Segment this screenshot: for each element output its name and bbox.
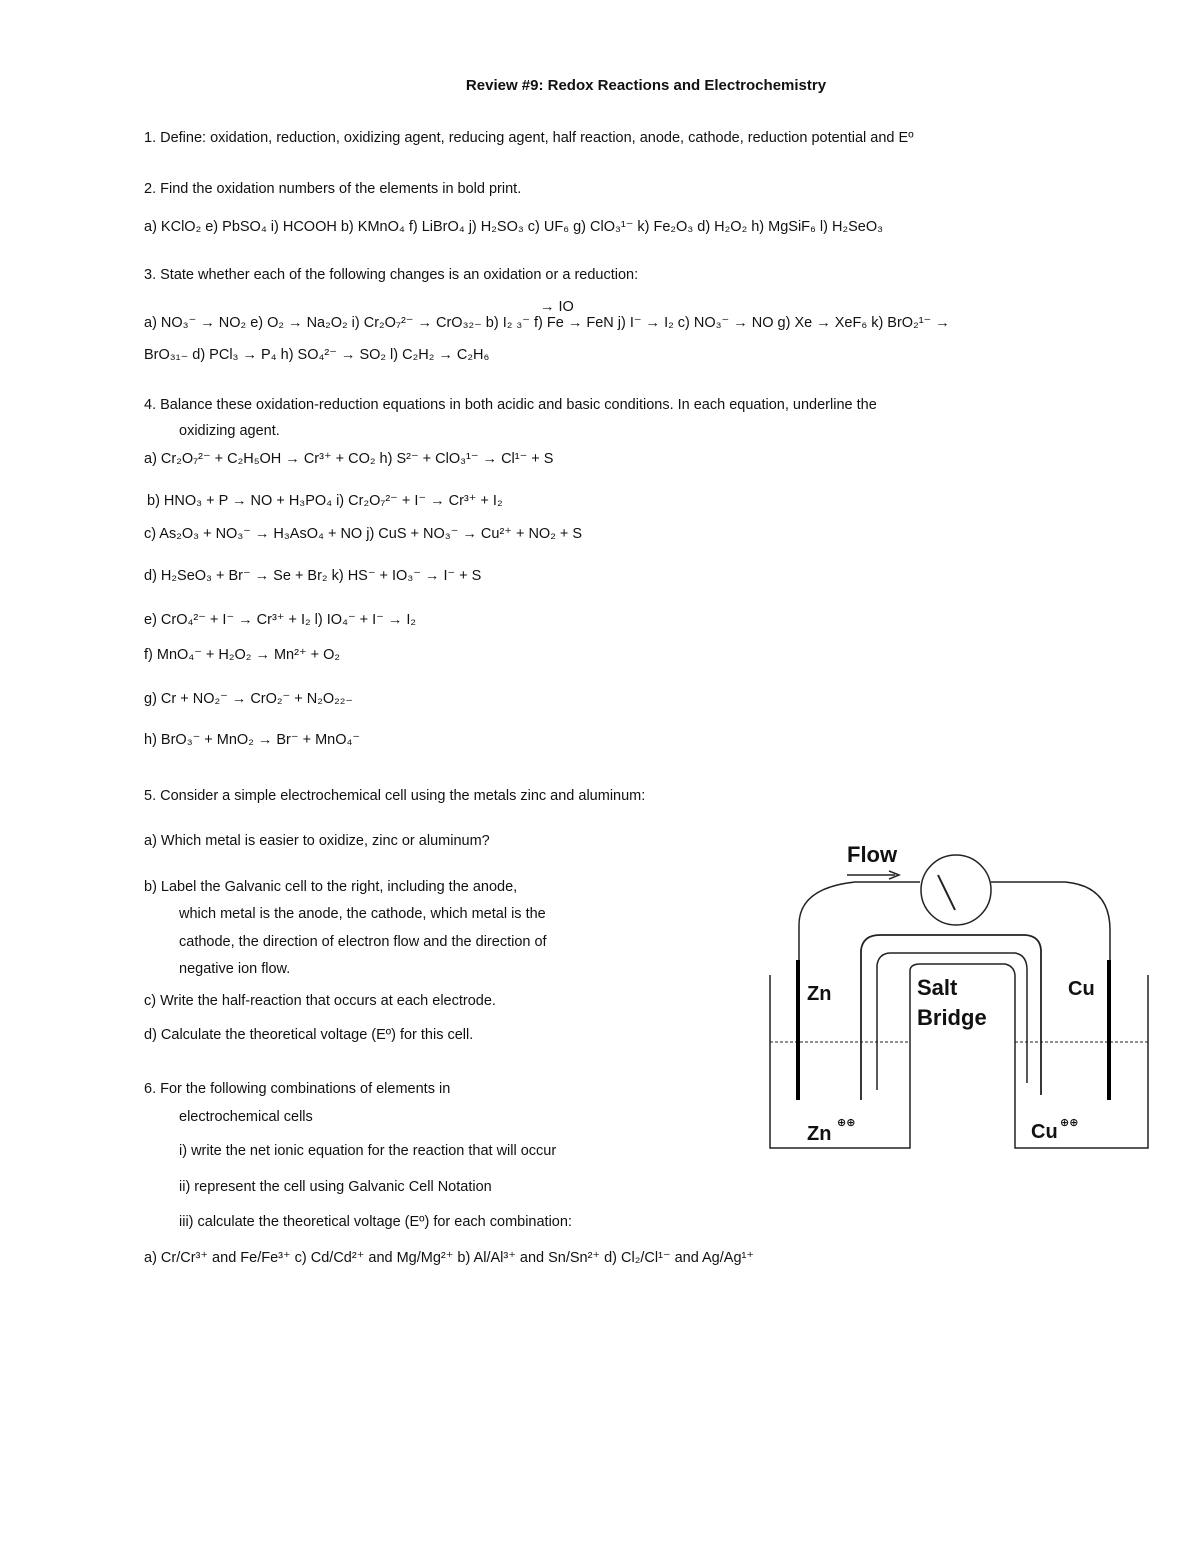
question-1: 1. Define: oxidation, reduction, oxidizing agent, reducing agent, half reaction, anode, cathode, reduction potential and Eº <box>144 130 914 146</box>
question-5b-cont-1: which metal is the anode, the cathode, which metal is the <box>179 906 546 922</box>
zn-ion-label: Zn <box>807 1123 832 1145</box>
cu-ion-label: Cu <box>1031 1121 1058 1143</box>
equation-e: e) CrO₄²⁻ + I⁻ → Cr³⁺ + I₂ l) IO₄⁻ + I⁻ → I₂ <box>144 612 417 628</box>
zn-electrode-label: Zn <box>807 983 832 1005</box>
cu-ion-charge: ⊕⊕ <box>1060 1117 1079 1129</box>
question-6-iii: iii) calculate the theoretical voltage (Eº) for each combination: <box>179 1214 572 1230</box>
question-5c: c) Write the half-reaction that occurs at each electrode. <box>144 993 496 1009</box>
question-2-prompt: 2. Find the oxidation numbers of the elements in bold print. <box>144 181 522 197</box>
equation-f: f) MnO₄⁻ + H₂O₂ → Mn²⁺ + O₂ <box>144 647 341 663</box>
equation-c: c) As₂O₃ + NO₃⁻ → H₃AsO₄ + NO j) CuS + NO₃⁻ → Cu²⁺ + NO₂ + S <box>144 526 583 542</box>
question-3-prompt: 3. State whether each of the following changes is an oxidation or a reduction: <box>144 267 639 283</box>
question-4-prompt-cont: oxidizing agent. <box>179 423 280 439</box>
equation-h: h) BrO₃⁻ + MnO₂ → Br⁻ + MnO₄⁻ <box>144 732 361 748</box>
question-5-prompt: 5. Consider a simple electrochemical cell using the metals zinc and aluminum: <box>144 788 646 804</box>
question-3-arrow-note: → IO <box>540 299 574 315</box>
question-5b: b) Label the Galvanic cell to the right, including the anode, <box>144 879 518 895</box>
question-6-i: i) write the net ionic equation for the reaction that will occur <box>179 1143 557 1159</box>
question-5a: a) Which metal is easier to oxidize, zinc or aluminum? <box>144 833 490 849</box>
equation-b: b) HNO₃ + P → NO + H₃PO₄ i) Cr₂O₇²⁻ + I⁻ → Cr³⁺ + I₂ <box>147 493 503 509</box>
flow-label: Flow <box>847 842 898 867</box>
question-4-prompt: 4. Balance these oxidation-reduction equations in both acidic and basic conditions. In each equation, underline the <box>144 397 877 413</box>
question-5b-cont-3: negative ion flow. <box>179 961 291 977</box>
equation-a: a) Cr₂O₇²⁻ + C₂H₅OH → Cr³⁺ + CO₂ h) S²⁻ + ClO₃¹⁻ → Cl¹⁻ + S <box>144 451 554 467</box>
equation-g: g) Cr + NO₂⁻ → CrO₂⁻ + N₂O₂₂₋ <box>144 691 354 707</box>
cu-electrode-label: Cu <box>1068 978 1095 1000</box>
question-2-items: a) KClO₂ e) PbSO₄ i) HCOOH b) KMnO₄ f) LiBrO₄ j) H₂SO₃ c) UF₆ g) ClO₃¹⁻ k) Fe₂O₃ d) H₂O₂ h) MgSiF₆ l) H₂SeO₃ <box>144 219 884 235</box>
galvanic-cell-diagram <box>765 830 1160 1160</box>
page-title: Review #9: Redox Reactions and Electrochemistry <box>465 77 827 94</box>
question-6-prompt: 6. For the following combinations of elements in <box>144 1081 451 1097</box>
equation-d: d) H₂SeO₃ + Br⁻ → Se + Br₂ k) HS⁻ + IO₃⁻ → I⁻ + S <box>144 568 482 584</box>
question-6-combinations: a) Cr/Cr³⁺ and Fe/Fe³⁺ c) Cd/Cd²⁺ and Mg/Mg²⁺ b) Al/Al³⁺ and Sn/Sn²⁺ d) Cl₂/Cl¹⁻ and Ag/Ag¹⁺ <box>144 1250 754 1266</box>
salt-label: Salt <box>917 975 958 1000</box>
bridge-label: Bridge <box>917 1005 987 1030</box>
zn-ion-charge: ⊕⊕ <box>837 1117 856 1129</box>
question-6-ii: ii) represent the cell using Galvanic Cell Notation <box>179 1179 492 1195</box>
question-3-line-2: BrO₃₁₋ d) PCl₃ → P₄ h) SO₄²⁻ → SO₂ l) C₂H₂ → C₂H₆ <box>144 347 490 363</box>
question-3-line-1: a) NO₃⁻ → NO₂ e) O₂ → Na₂O₂ i) Cr₂O₇²⁻ → CrO₃₂₋ b) I₂ ₃⁻ f) Fe → FeN j) I⁻ → I₂ c) NO₃⁻ → NO g) Xe → XeF₆ k) BrO₂¹⁻ → <box>144 315 950 331</box>
question-6-prompt-cont: electrochemical cells <box>179 1109 313 1125</box>
question-5b-cont-2: cathode, the direction of electron flow and the direction of <box>179 934 547 950</box>
question-5d: d) Calculate the theoretical voltage (Eº) for this cell. <box>144 1027 474 1043</box>
